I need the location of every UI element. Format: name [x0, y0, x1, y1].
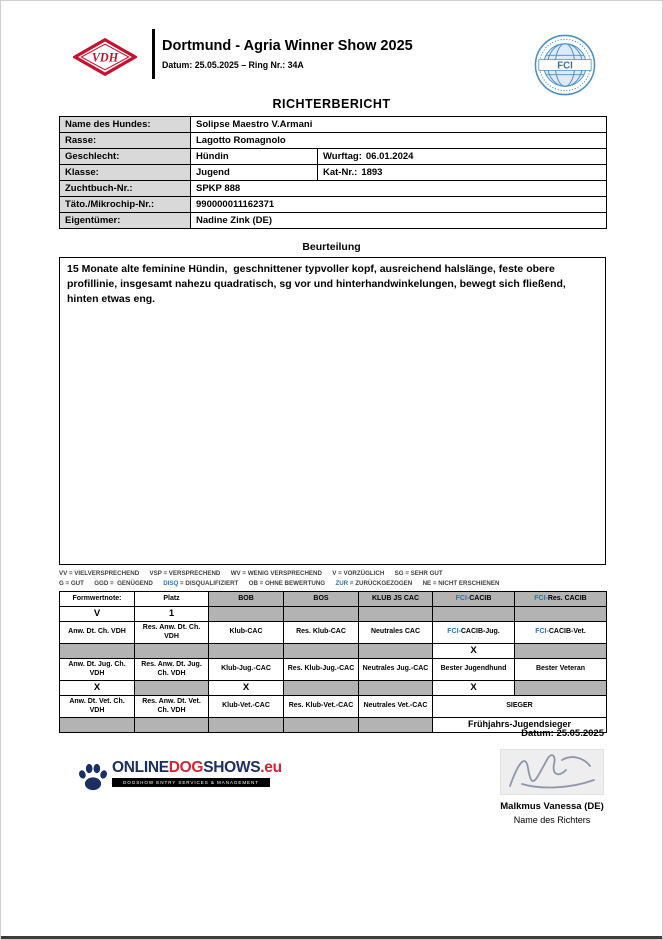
fci-logo-text: FCI — [557, 60, 573, 72]
result-header-bob: BOB — [209, 592, 284, 607]
result-empty-cell — [135, 681, 209, 696]
ods-text — [112, 759, 282, 777]
result-header-anw-dt-vet-ch: Anw. Dt. Vet. Ch. VDH — [60, 696, 135, 718]
x-mark-bester-jugendhund: X — [433, 681, 515, 696]
result-header-res-anw-dt-ch: Res. Anw. Dt. Ch. VDH — [135, 622, 209, 644]
legend-seg-zur: ZUR — [335, 580, 349, 588]
result-header-anw-dt-jug-ch: Anw. Dt. Jug. Ch. VDH — [60, 659, 135, 681]
result-header-neutrales-cac: Neutrales CAC — [359, 622, 433, 644]
grade-value: V — [60, 607, 135, 622]
legend-seg: = ZURÜCKGEZOGEN NE = NICHT ERSCHIENEN — [348, 580, 500, 588]
fci-prefix: FCI- — [535, 628, 549, 636]
vdh-logo — [73, 37, 137, 77]
result-empty-cell — [359, 644, 433, 659]
fci-prefix: FCI- — [447, 628, 461, 636]
paw-icon — [76, 759, 110, 795]
result-header-res-anw-dt-jug-ch: Res. Anw. Dt. Jug. Ch. VDH — [135, 659, 209, 681]
field-value-eigentuemer: Nadine Zink (DE) — [191, 213, 607, 229]
sieger-title: Frühjahrs-Jugendsieger — [433, 718, 607, 733]
result-empty-cell — [359, 718, 433, 733]
field-value-geschlecht: Hündin — [191, 149, 318, 165]
field-value-wurftag: 06.01.2024 — [365, 151, 414, 162]
fci-globe-icon — [534, 34, 596, 96]
legend-seg: G = GUT GGD = GENÜGEND — [59, 580, 164, 588]
fci-rest: Res. CACIB — [547, 594, 587, 602]
result-empty-cell — [433, 607, 515, 622]
onlinedogshows-wordmark — [112, 759, 282, 787]
result-header-platz: Platz — [135, 592, 209, 607]
beurteilung-text: 15 Monate alte feminine Hündin, geschnittener typvoller kopf, ausreichend halslänge, feste obere profillinie, insgesamt nahezu quadratisch, sg vor und hinterhandwinkelungen, bewegt sich fließend, hinten etwas eng. — [67, 263, 569, 306]
field-label-geschlecht: Geschlecht: — [60, 149, 191, 165]
fci-rest: CACIB — [469, 594, 492, 602]
result-empty-cell — [284, 644, 359, 659]
result-header-res-anw-dt-vet-ch: Res. Anw. Dt. Vet. Ch. VDH — [135, 696, 209, 718]
x-mark-klub-jug-cac: X — [209, 681, 284, 696]
result-header-bester-veteran: Bester Veteran — [515, 659, 607, 681]
result-empty-cell — [60, 644, 135, 659]
legend-line-1: VV = VIELVERSPRECHEND VSP = VERSPRECHEND WV = WENIG VERSPRECHEND V = VORZÜGLICH SG = SEHR GUT — [59, 570, 443, 577]
result-header-fci-cacib — [433, 592, 515, 607]
result-empty-cell — [359, 607, 433, 622]
ods-tagline: DOGSHOW ENTRY SERVICES & MANAGEMENT — [112, 778, 270, 787]
field-value-rasse: Lagotto Romagnolo — [191, 133, 607, 149]
result-empty-cell — [284, 607, 359, 622]
field-label-zuchtbuch: Zuchtbuch-Nr.: — [60, 181, 191, 197]
judge-signature-block — [496, 749, 608, 825]
result-header-neutrales-jug-cac: Neutrales Jug.-CAC — [359, 659, 433, 681]
field-label-katnr: Kat-Nr.: — [323, 167, 358, 178]
result-empty-cell — [515, 644, 607, 659]
result-header-klub-vet-cac: Klub-Vet.-CAC — [209, 696, 284, 718]
judge-signature — [500, 749, 604, 795]
beurteilung-box — [59, 257, 606, 565]
page-bottom-rule — [1, 936, 662, 939]
show-title: Dortmund - Agria Winner Show 2025 — [162, 38, 413, 54]
fci-prefix: FCI- — [455, 594, 470, 602]
vdh-diamond-icon — [73, 37, 137, 77]
field-value-zuchtbuch: SPKP 888 — [191, 181, 607, 197]
field-value-name: Solipse Maestro V.Armani — [191, 117, 607, 133]
result-empty-cell — [515, 681, 607, 696]
field-label-rasse: Rasse: — [60, 133, 191, 149]
result-header-res-klub-jug-cac: Res. Klub-Jug.-CAC — [284, 659, 359, 681]
field-label-name: Name des Hundes: — [60, 117, 191, 133]
result-header-formwertnote: Formwertnote: — [60, 592, 135, 607]
legend-line-2 — [59, 579, 606, 589]
ods-shows: SHOWS — [203, 759, 261, 776]
show-date-ring: Datum: 25.05.2025 – Ring Nr.: 34A — [162, 60, 304, 70]
field-label-klasse: Klasse: — [60, 165, 191, 181]
footer-date: Datum: 25.05.2025 — [521, 728, 604, 739]
ods-online: ONLINE — [112, 759, 169, 776]
field-wurftag — [318, 149, 607, 165]
beurteilung-heading: Beurteilung — [302, 241, 361, 253]
result-header-bester-jugendhund: Bester Jugendhund — [433, 659, 515, 681]
field-value-mikrochip: 990000011162371 — [191, 197, 607, 213]
field-label-eigentuemer: Eigentümer: — [60, 213, 191, 229]
result-empty-cell — [515, 607, 607, 622]
x-mark-anw-dt-jug-ch: X — [60, 681, 135, 696]
result-empty-cell — [135, 644, 209, 659]
result-header-neutrales-vet-cac: Neutrales Vet.-CAC — [359, 696, 433, 718]
sieger-header: SIEGER — [433, 696, 607, 718]
result-empty-cell — [284, 681, 359, 696]
dog-info-table — [59, 116, 607, 229]
result-empty-cell — [60, 718, 135, 733]
result-header-klub-cac: Klub-CAC — [209, 622, 284, 644]
result-header-fci-cacib-jug — [433, 622, 515, 644]
field-label-mikrochip: Täto./Mikrochip-Nr.: — [60, 197, 191, 213]
results-table — [59, 591, 607, 733]
title-divider-bar — [152, 29, 155, 79]
result-header-fci-res-cacib — [515, 592, 607, 607]
x-mark-fci-cacib-jug: X — [433, 644, 515, 659]
onlinedogshows-logo — [76, 759, 282, 795]
ods-dog: DOG — [168, 759, 204, 776]
result-empty-cell — [209, 644, 284, 659]
grade-legend — [59, 569, 606, 589]
result-header-anw-dt-ch: Anw. Dt. Ch. VDH — [60, 622, 135, 644]
vdh-logo-text: VDH — [91, 50, 119, 65]
legend-seg-disq: DISQ — [163, 580, 179, 588]
result-header-res-klub-cac: Res. Klub-CAC — [284, 622, 359, 644]
result-empty-cell — [209, 718, 284, 733]
field-label-wurftag: Wurftag: — [323, 151, 362, 162]
result-header-klub-js-cac: KLUB JS CAC — [359, 592, 433, 607]
result-header-fci-cacib-vet — [515, 622, 607, 644]
legend-seg: = DISQUALIFIZIERT OB = OHNE BEWERTUNG — [178, 580, 336, 588]
judge-name: Malkmus Vanessa (DE) — [500, 801, 604, 812]
place-value: 1 — [135, 607, 209, 622]
result-header-bos: BOS — [284, 592, 359, 607]
ods-eu: .eu — [260, 759, 282, 776]
judge-name-caption: Name des Richters — [513, 815, 591, 825]
report-heading: RICHTERBERICHT — [272, 97, 391, 111]
signature-icon — [502, 750, 602, 794]
result-empty-cell — [209, 607, 284, 622]
fci-prefix: FCI- — [534, 594, 548, 602]
result-header-res-klub-vet-cac: Res. Klub-Vet.-CAC — [284, 696, 359, 718]
fci-rest: CACIB-Jug. — [460, 628, 500, 636]
result-empty-cell — [135, 718, 209, 733]
field-value-katnr: 1893 — [361, 167, 383, 178]
result-empty-cell — [284, 718, 359, 733]
fci-logo — [534, 34, 596, 96]
result-header-klub-jug-cac: Klub-Jug.-CAC — [209, 659, 284, 681]
result-empty-cell — [359, 681, 433, 696]
field-value-klasse: Jugend — [191, 165, 318, 181]
fci-rest: CACIB-Vet. — [548, 628, 586, 636]
field-katnr — [318, 165, 607, 181]
